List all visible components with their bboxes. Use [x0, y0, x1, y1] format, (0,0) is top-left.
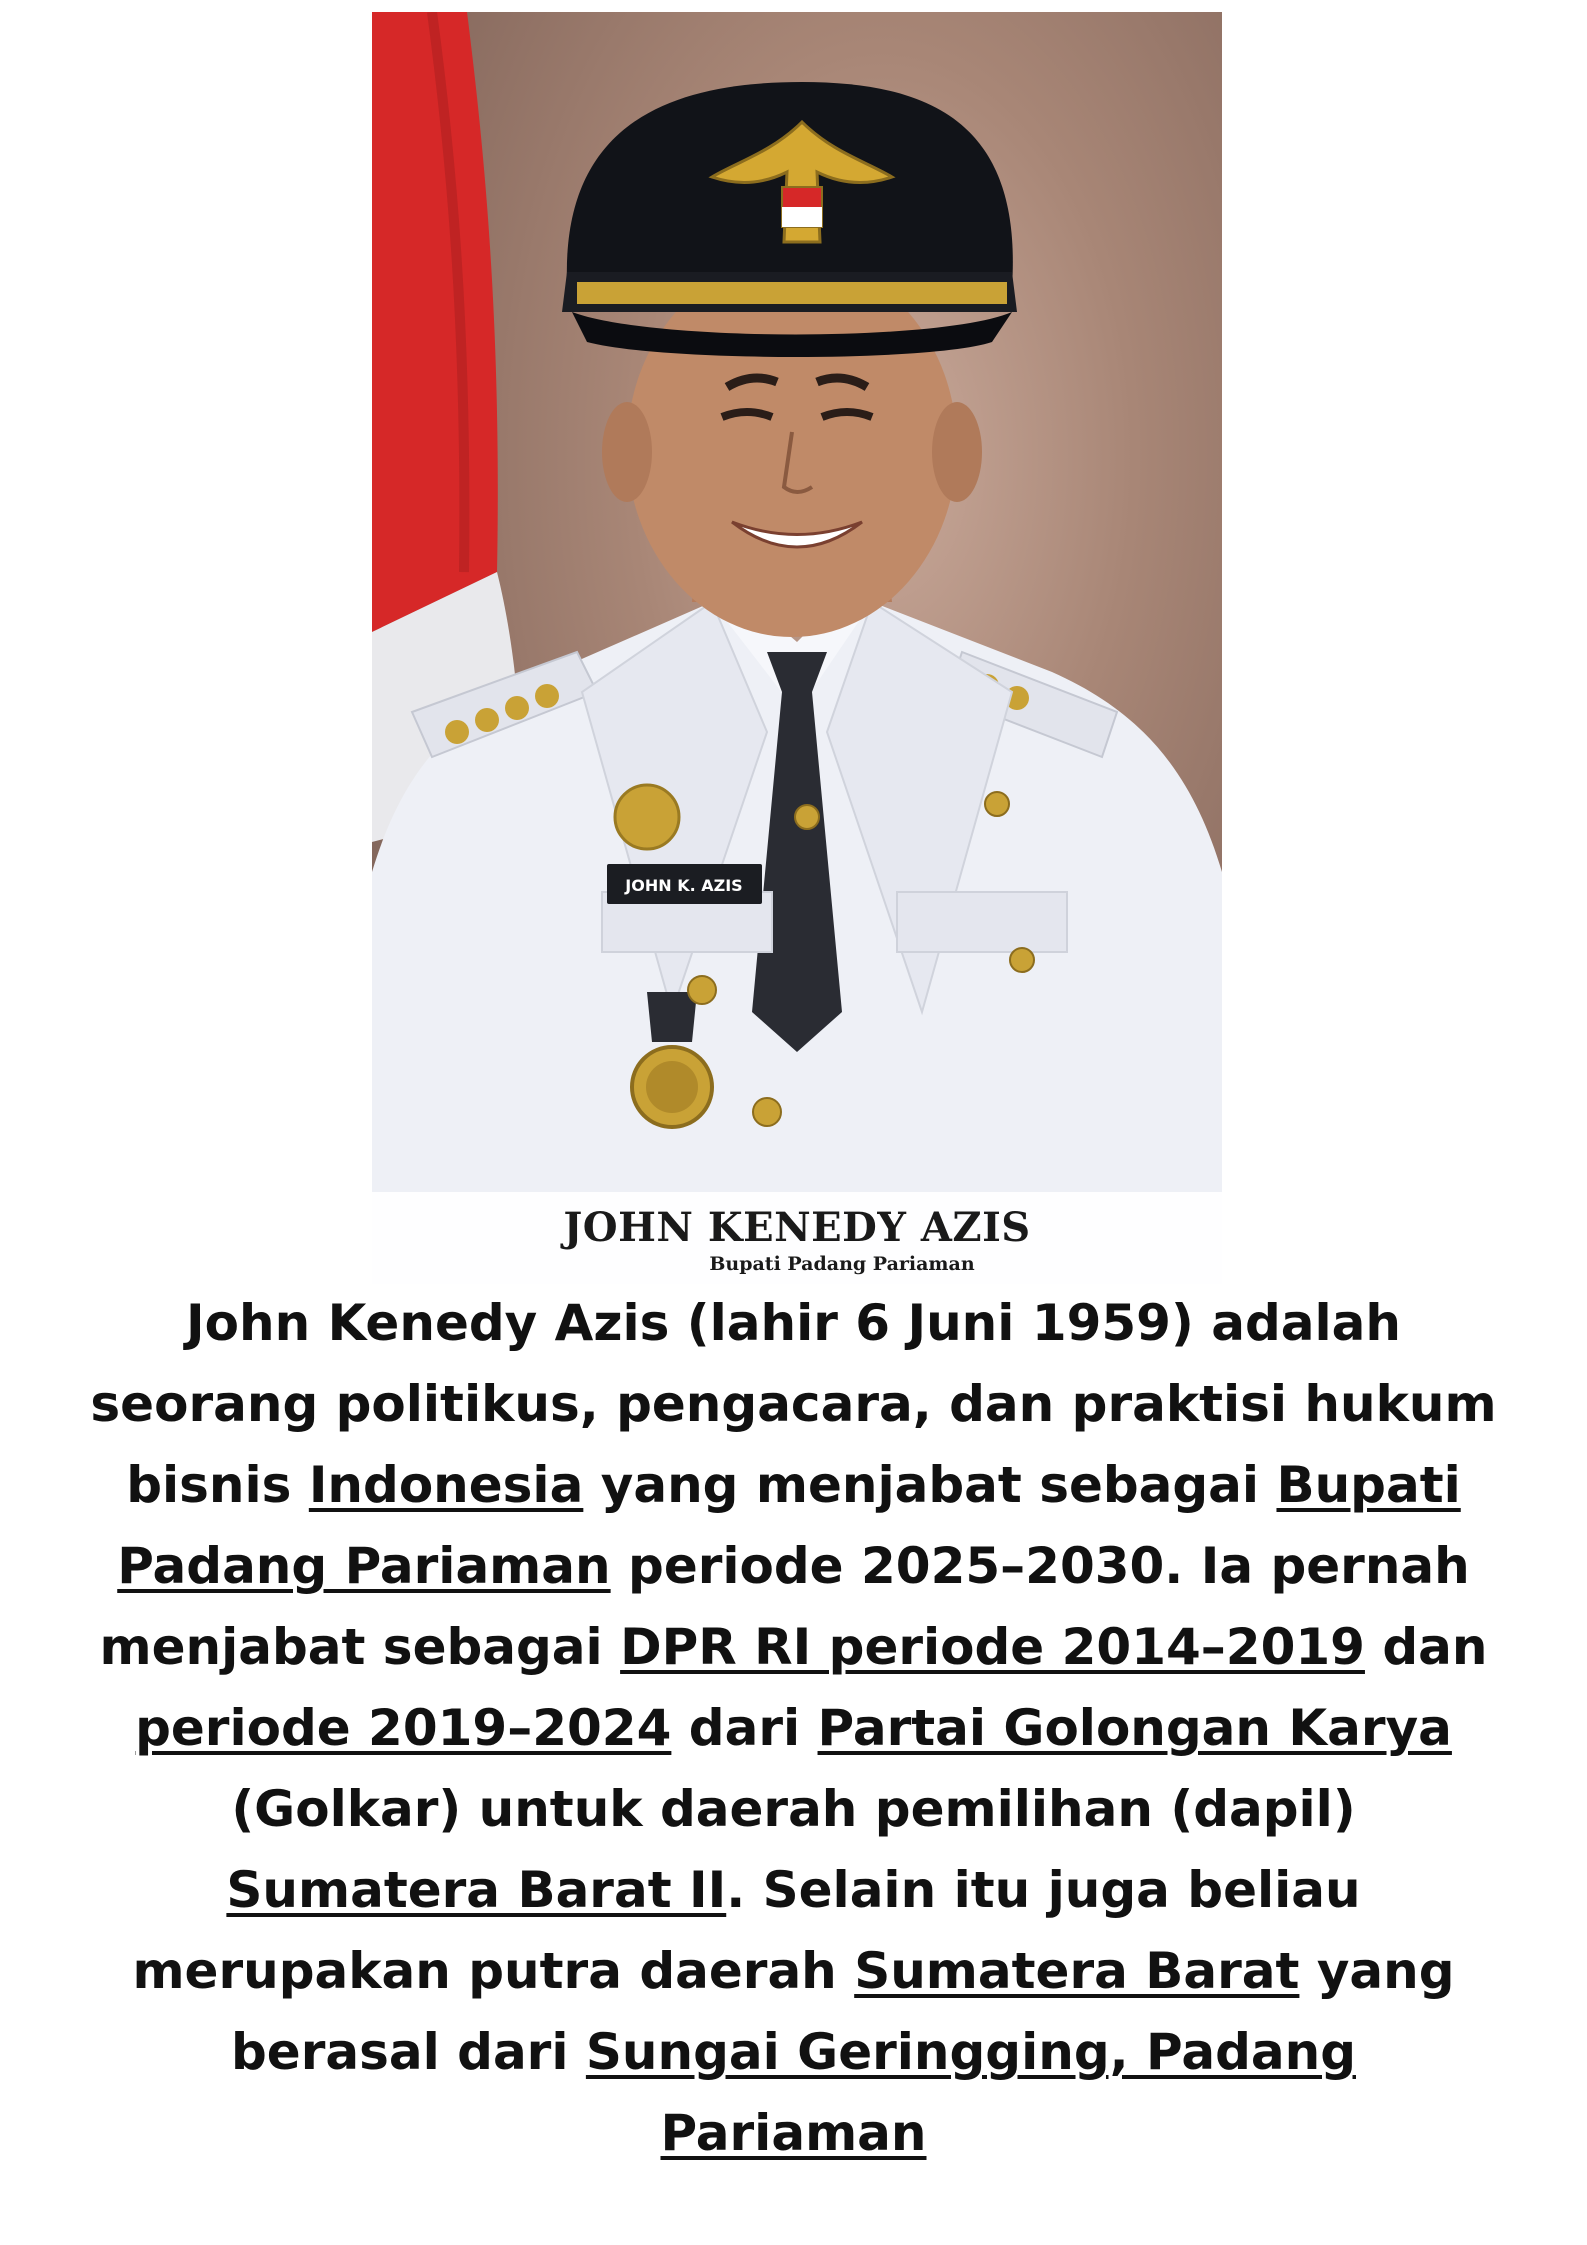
bio-text: John Kenedy Azis (lahir 6 Juni 1959) adalah seorang politikus, pengacara, dan praktisi hukum bisnis	[90, 1294, 1497, 1514]
portrait-illustration	[372, 12, 1222, 1284]
link-sungai-geringging[interactable]: Sungai Geringging, Padang Pariaman	[585, 2023, 1356, 2162]
link-indonesia[interactable]: Indonesia	[308, 1456, 584, 1514]
caption-role: Bupati Padang Pariaman	[709, 1253, 975, 1275]
link-sumatera-barat[interactable]: Sumatera Barat	[854, 1942, 1300, 2000]
bio-text: dari	[671, 1699, 818, 1757]
bio-text: yang menjabat sebagai	[583, 1456, 1277, 1514]
link-periode-2019-2024[interactable]: periode 2019–2024	[135, 1699, 672, 1757]
photo-caption	[372, 1192, 1222, 1284]
caption-name: JOHN KENEDY AZIS	[563, 1204, 1031, 1251]
biography-paragraph	[90, 1283, 1497, 2174]
bio-text: periode 2025–2030. Ia pernah menjabat sebagai	[99, 1537, 1470, 1676]
bio-text: (Golkar) untuk daerah pemilihan (dapil)	[231, 1780, 1356, 1838]
uniform-name-tag: JOHN K. AZIS	[625, 876, 743, 895]
bio-text: yang berasal dari	[231, 1942, 1455, 2081]
link-bupati-padang-pariaman[interactable]: Bupati Padang Pariaman	[117, 1456, 1461, 1595]
bio-text: . Selain itu juga beliau merupakan putra daerah	[132, 1861, 1361, 2000]
portrait-photo	[372, 12, 1222, 1284]
link-dpr-ri-2014-2019[interactable]: DPR RI periode 2014–2019	[620, 1618, 1365, 1676]
link-partai-golkar[interactable]: Partai Golongan Karya	[817, 1699, 1452, 1757]
bio-text: dan	[1364, 1618, 1488, 1676]
link-sumatera-barat-ii[interactable]: Sumatera Barat II	[226, 1861, 727, 1919]
